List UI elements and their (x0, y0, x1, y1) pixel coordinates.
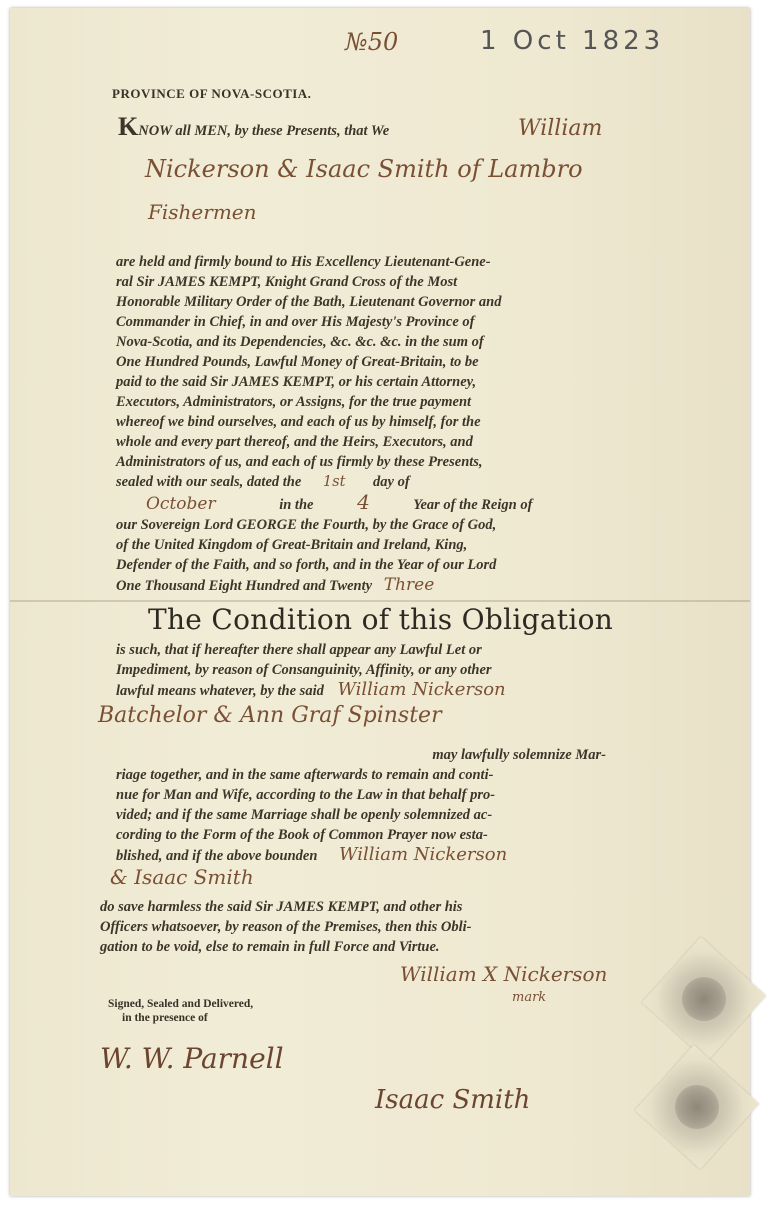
bond-line: One Hundred Pounds, Lawful Money of Great-Britain, to be (116, 354, 479, 370)
may-line: may lawfully solemnize Mar- (432, 747, 606, 763)
know-text: NOW all MEN, by these Presents, that We (138, 123, 390, 139)
condition-heading: The Condition of this Obligation (148, 603, 614, 636)
witness-label-1: Signed, Sealed and Delivered, (108, 998, 254, 1010)
bond-line: paid to the said Sir JAMES KEMPT, or his certain Attorney, (116, 374, 477, 390)
year-word: Three (383, 575, 435, 595)
drop-cap: K (118, 112, 139, 141)
signer1-signature: William X Nickerson (400, 962, 608, 986)
date-note: 1 Oct 1823 (480, 26, 665, 56)
reign-text: Year of the Reign of (413, 497, 533, 513)
bond-line: Honorable Military Order of the Bath, Lieutenant Governor and (116, 294, 502, 310)
witness-label-2: in the presence of (122, 1012, 208, 1024)
bond-body (116, 252, 626, 596)
condition-body-3 (100, 897, 625, 957)
obligor-names-2: Nickerson & Isaac Smith of Lambro (145, 155, 583, 183)
bride-line: Batchelor & Ann Graf Spinster (98, 703, 442, 728)
month-value: October (146, 494, 216, 514)
condition-line: nue for Man and Wife, according to the Law in that behalf pro- (116, 787, 496, 803)
bond-line: ral Sir JAMES KEMPT, Knight Grand Cross of the Most (116, 274, 458, 290)
regnal-year-value: 4 (357, 490, 370, 514)
bounden-line (116, 845, 626, 866)
signer2-signature: Isaac Smith (375, 1085, 531, 1115)
bond-line: Executors, Administrators, or Assigns, for the true payment (116, 394, 472, 410)
seal-impression (673, 968, 735, 1030)
province-heading: PROVINCE OF NOVA-SCOTIA. (112, 86, 312, 101)
bond-line: whole and every part thereof, and the Heirs, Executors, and (116, 434, 473, 450)
condition-line3-text: lawful means whatever, by the said (116, 683, 324, 699)
year-line (116, 575, 626, 596)
condition-line: gation to be void, else to remain in full Force and Virtue. (100, 939, 440, 955)
seal-impression (666, 1076, 728, 1138)
obligor-name-1: William (518, 116, 603, 141)
signer1-mark-label: mark (512, 990, 547, 1005)
bounden-name: William Nickerson (339, 844, 508, 865)
condition-line: Officers whatsoever, by reason of the Premises, then this Obli- (100, 919, 472, 935)
bond-line: are held and firmly bound to His Excellency Lieutenant-Gene- (116, 254, 491, 270)
bounden-text: blished, and if the above bounden (116, 848, 318, 864)
year-text: One Thousand Eight Hundred and Twenty (116, 578, 373, 594)
condition-body-2 (116, 745, 626, 866)
condition-line: cording to the Form of the Book of Common Prayer now esta- (116, 827, 488, 843)
bond-line: Nova-Scotia, and its Dependencies, &c. &c. &c. in the sum of (116, 334, 484, 350)
witness-signature: W. W. Parnell (100, 1042, 284, 1075)
occupation: Fishermen (148, 200, 257, 224)
sealed-line (116, 472, 626, 492)
bond-number: №50 (345, 28, 399, 56)
bond-line: of the United Kingdom of Great-Britain and Ireland, King, (116, 537, 468, 553)
groom-name: William Nickerson (337, 679, 506, 700)
bounden-name-2: & Isaac Smith (110, 865, 254, 889)
know-line (118, 112, 390, 141)
reign-line (116, 492, 626, 515)
condition-line: do save harmless the said Sir JAMES KEMPT, and other his (100, 899, 463, 915)
day-text: day of (373, 474, 410, 490)
condition-body (116, 640, 626, 701)
in-the-text: in the (279, 497, 314, 513)
document-paper (10, 8, 750, 1196)
condition-line: is such, that if hereafter there shall appear any Lawful Let or (116, 642, 482, 658)
sealed-text: sealed with our seals, dated the (116, 474, 302, 490)
condition-line: riage together, and in the same afterwards to remain and conti- (116, 767, 494, 783)
bond-line: our Sovereign Lord GEORGE the Fourth, by the Grace of God, (116, 517, 497, 533)
day-value: 1st (322, 474, 346, 490)
condition-line (116, 680, 626, 701)
bond-line: Administrators of us, and each of us firmly by these Presents, (116, 454, 483, 470)
bond-line: Commander in Chief, in and over His Majesty's Province of (116, 314, 475, 330)
bond-line: Defender of the Faith, and so forth, and in the Year of our Lord (116, 557, 497, 573)
fold-crease (10, 600, 750, 602)
bond-line: whereof we bind ourselves, and each of us by himself, for the (116, 414, 481, 430)
condition-line: Impediment, by reason of Consanguinity, Affinity, or any other (116, 662, 492, 678)
condition-line: vided; and if the same Marriage shall be openly solemnized ac- (116, 807, 493, 823)
